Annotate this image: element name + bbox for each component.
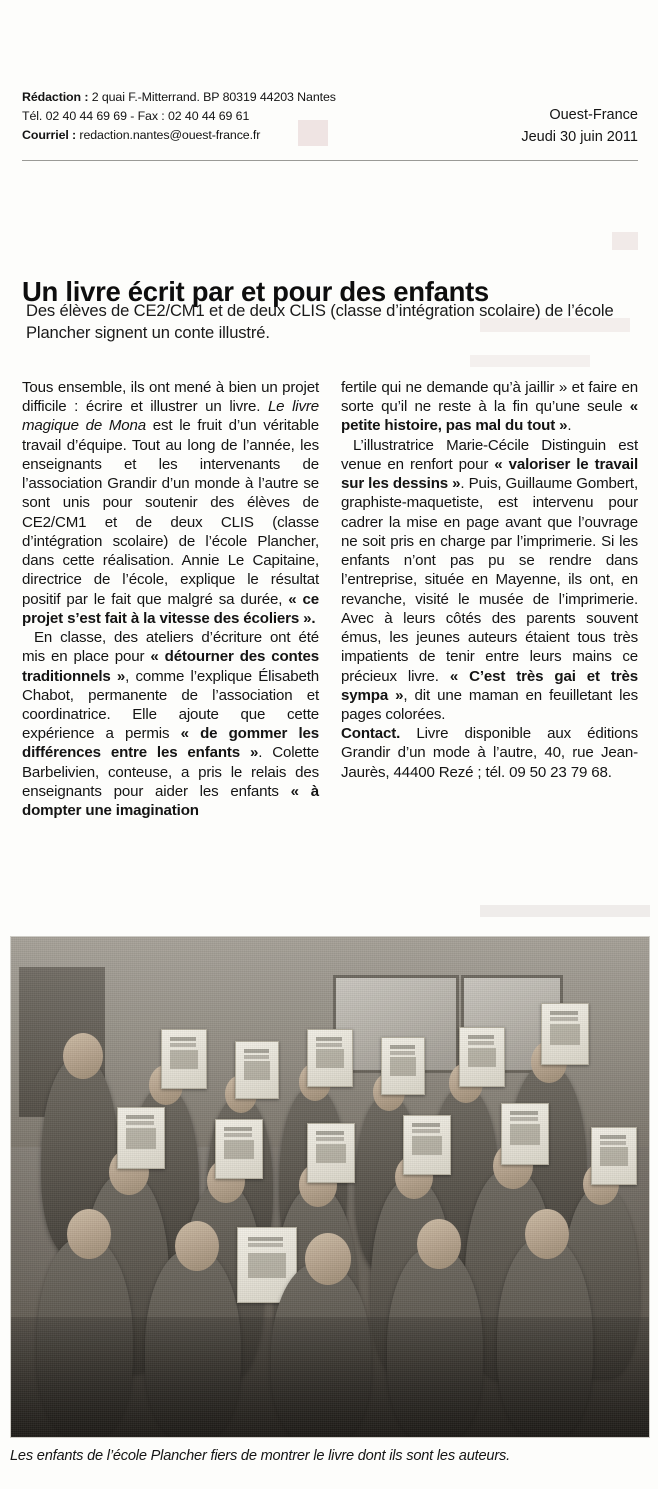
photo-child-head (175, 1221, 219, 1271)
masthead (22, 88, 638, 149)
paragraph-text: est le fruit d’un véritable travail d’équipe. Tout au long de l’année, les enseignants et les intervenants de l’association Grandir d’un monde à l’autre se sont unis pour soutenir des élèves de CE2/CM1 et de deux CLIS (classe d’intégration scolaire) de l’école Plancher, dans cette réalisation. Annie Le Capitaine, directrice de l’école, explique le résultat positif par le fait que malgré sa durée, (22, 417, 319, 608)
masthead-redaction-label: Rédaction : (22, 90, 89, 104)
quote-bold: « ce projet s’est fait à la vitesse des écoliers ». (22, 590, 320, 627)
photo-child-head (305, 1233, 351, 1285)
paragraph (341, 378, 638, 436)
paragraph (22, 378, 319, 628)
photo-book (235, 1041, 279, 1099)
article-headline: Un livre écrit par et pour des enfants (22, 276, 489, 308)
paragraph-text: Tous ensemble, ils ont mené à bien un projet difficile : écrire et illustrer un livre. (22, 379, 319, 416)
masthead-address-text: 2 quai F.-Mitterrand. BP 80319 44203 Nantes (88, 90, 336, 104)
article-column-left (22, 378, 319, 820)
paragraph-text: . Colette Barbelivien, conteuse, a pris le relais des enseignants pour aider les enfants (22, 744, 319, 800)
photo-book (459, 1027, 505, 1087)
photo-child-head (525, 1209, 569, 1259)
bleedthrough-artifact (612, 232, 638, 250)
paragraph-text: , comme l’explique Élisabeth Chabot, permanente de l’association et coordinatrice. Elle ajoute que cette expérience a permis (22, 667, 319, 743)
contact-paragraph (341, 724, 638, 782)
quote-bold: « valoriser le travail sur les dessins » (341, 455, 638, 493)
bleedthrough-artifact (480, 905, 650, 917)
book-title: Le livre magique de Mona (22, 398, 319, 435)
contact-label: Contact. (341, 725, 401, 743)
header-divider (22, 160, 638, 161)
quote-bold: « détourner des contes traditionnels » (22, 648, 319, 685)
paragraph-text: En classe, des ateliers d’écriture ont été mis en place pour (22, 629, 319, 666)
photo-book (307, 1123, 355, 1183)
masthead-email-text: redaction.nantes@ouest-france.fr (76, 127, 261, 142)
quote-bold: « de gommer les différences entre les enfants » (22, 725, 320, 762)
paragraph-text: . (567, 417, 572, 435)
paragraph-text: . Puis, Guillaume Gombert, graphiste-maquetiste, est intervenu pour cadrer la mise en page avant que l’ouvrage ne soit pris en charge par l’imprimerie. Si les enfants n’ont pas pu se rendre dans l’entreprise, située en Mayenne, ils ont, en revanche, visité le musée de l’imprimerie. Avec à leurs côtés des parents souvent émus, les jeunes auteurs étaient tous très impatients de tenir entre leurs mains ce précieux livre. (341, 475, 638, 685)
masthead-contact-block (22, 88, 336, 145)
article-photo (10, 936, 650, 1438)
photo-book (541, 1003, 589, 1065)
masthead-publication-block (521, 88, 638, 149)
photo-floor (11, 1317, 649, 1437)
article-body (22, 378, 638, 820)
publication-name: Ouest-France (549, 107, 638, 123)
photo-caption: Les enfants de l’école Plancher fiers de montrer le livre dont ils sont les auteurs. (10, 1448, 510, 1464)
paragraph (341, 436, 638, 725)
photo-book (117, 1107, 165, 1169)
paragraph-text: , dit une maman en feuilletant les pages colorées. (341, 686, 638, 723)
masthead-phone-line: Tél. 02 40 44 69 69 - Fax : 02 40 44 69 61 (22, 108, 250, 123)
photo-book (381, 1037, 425, 1095)
publication-date: Jeudi 30 juin 2011 (521, 128, 638, 145)
masthead-email-line (22, 126, 336, 145)
quote-bold: « à dompter une imagination (22, 782, 319, 820)
paragraph (22, 628, 319, 820)
masthead-address-line (22, 88, 336, 107)
photo-book (501, 1103, 549, 1165)
bleedthrough-artifact (470, 355, 590, 367)
photo-child-head (67, 1209, 111, 1259)
article-standfirst: Des élèves de CE2/CM1 et de deux CLIS (classe d’intégration scolaire) de l’école Plancher signent un conte illustré. (26, 301, 614, 343)
article-column-right (341, 378, 638, 820)
contact-text: Livre disponible aux éditions Grandir d’un mode à l’autre, 40, rue Jean-Jaurès, 44400 Rezé ; tél. 09 50 23 79 68. (341, 725, 638, 781)
photo-book (161, 1029, 207, 1089)
photo-book (307, 1029, 353, 1087)
quote-bold: « C’est très gai et très sympa » (341, 667, 639, 704)
quote-bold: « petite histoire, pas mal du tout » (341, 398, 638, 435)
paragraph-text: fertile qui ne demande qu’à jaillir » et faire en sorte qu’il ne reste à la fin qu’une seule (341, 379, 638, 416)
masthead-courriel-label: Courriel : (22, 127, 77, 142)
paragraph-text: L’illustratrice Marie-Cécile Distinguin est venue en renfort pour (341, 436, 638, 473)
photo-child-head (63, 1033, 103, 1079)
photo-book (591, 1127, 637, 1185)
photo-book (403, 1115, 451, 1175)
photo-book (215, 1119, 263, 1179)
photo-child-head (417, 1219, 461, 1269)
